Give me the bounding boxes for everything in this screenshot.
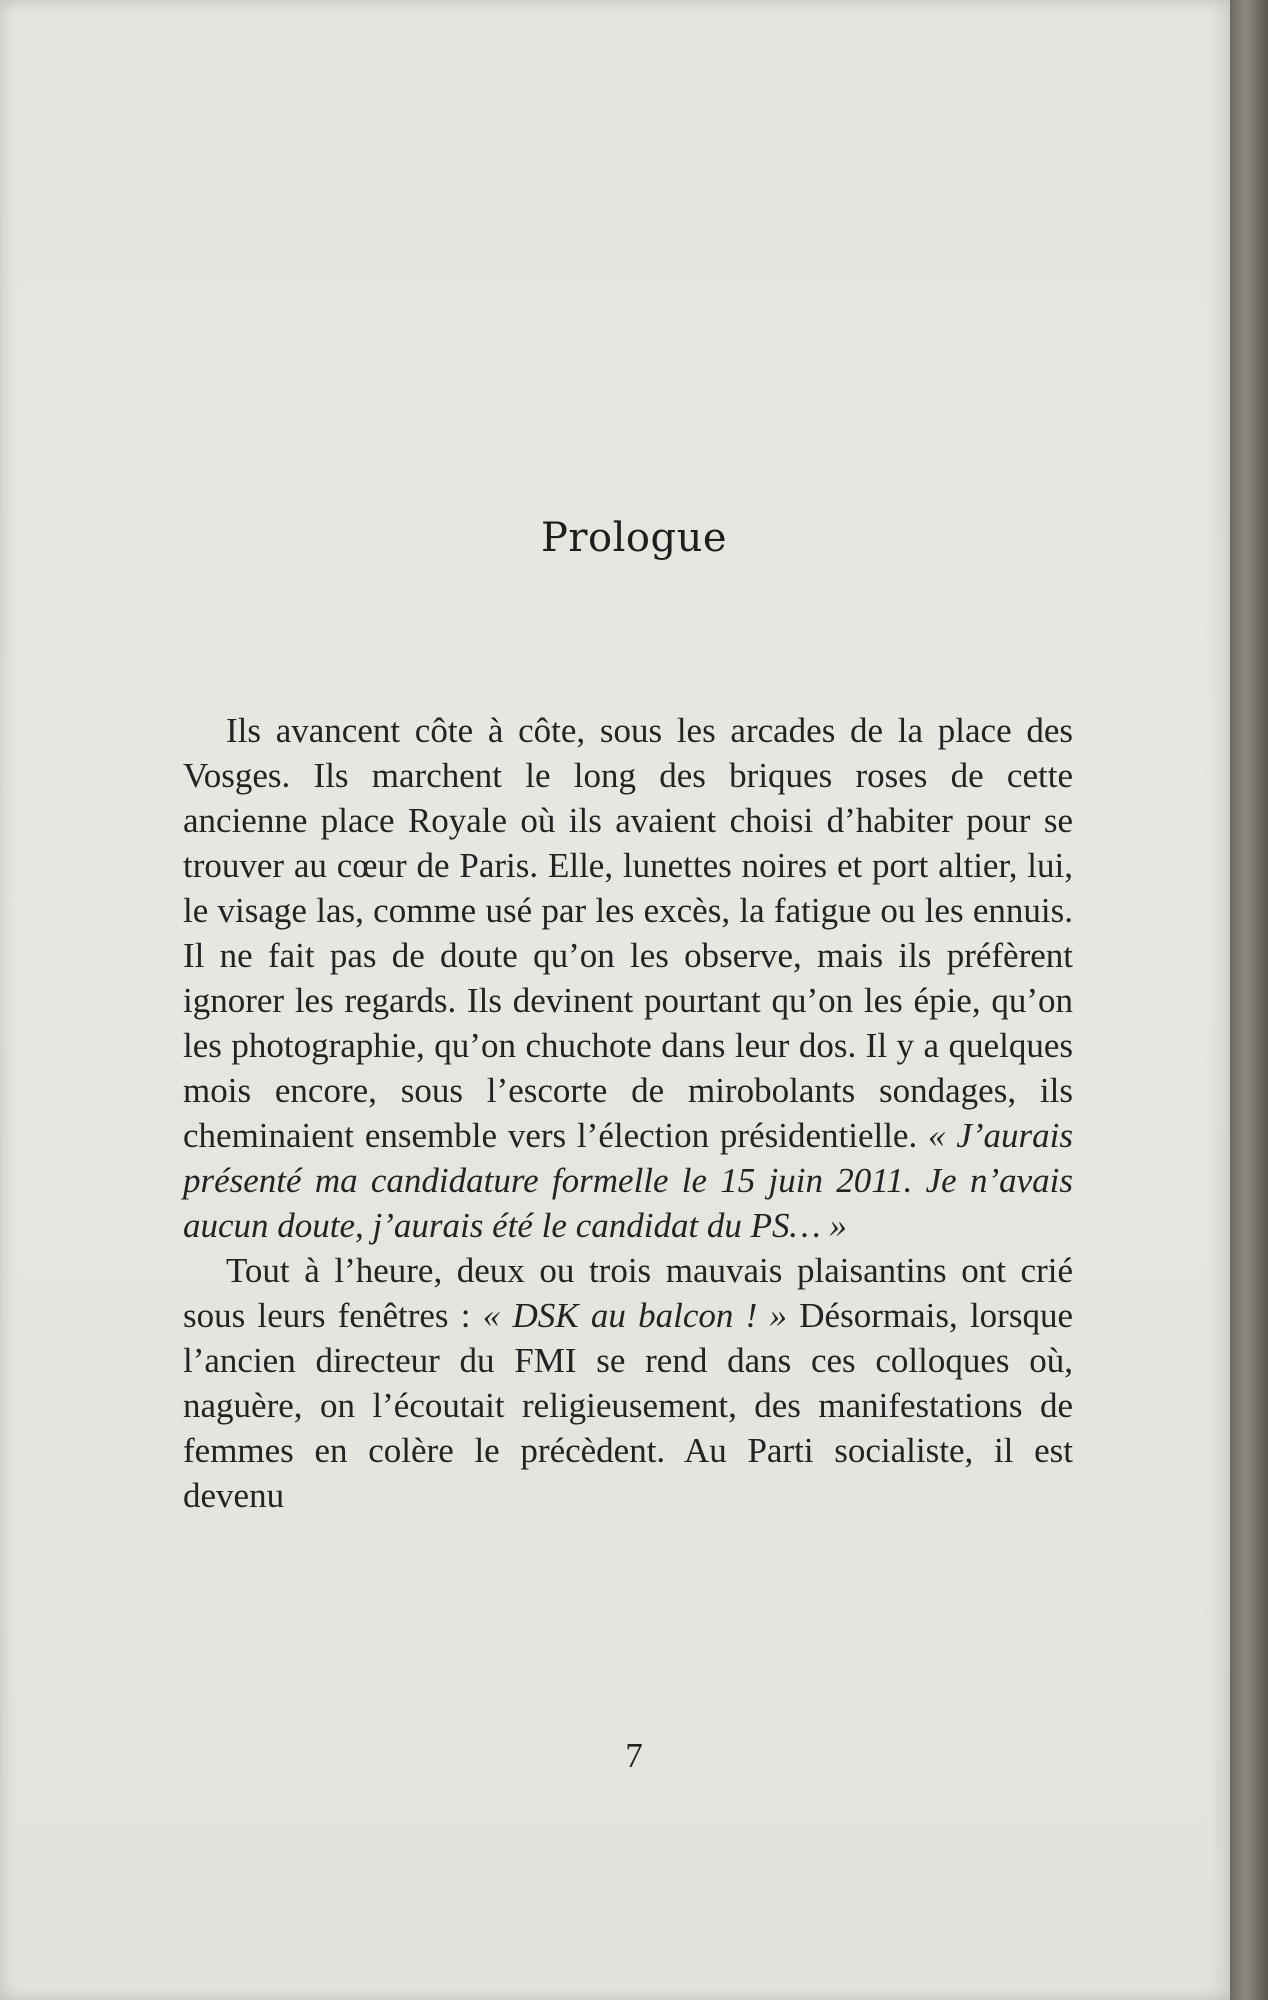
body-text (183, 708, 1073, 1518)
paragraph-2-text-after: Désormais, lorsque l’ancien directeur du FMI se rend dans ces colloques où, naguère, on l’écoutait religieusement, des manifestations de femmes en colère le précèdent. Au Parti socialiste, il est devenu (183, 1296, 1073, 1515)
paragraph-1-quote: « J’aurais présenté ma candidature formelle le 15 juin 2011. Je n’avais aucun doute, j’aurais été le candidat du PS… » (183, 1116, 1073, 1245)
paragraph-2-text-before: Tout à l’heure, deux ou trois mauvais plaisantins ont crié sous leurs fenêtres : (183, 1251, 1073, 1335)
paragraph-1-text: Ils avancent côte à côte, sous les arcades de la place des Vosges. Ils marchent le long des briques roses de cette ancienne place Royale où ils avaient choisi d’habiter pour se trouver au cœur de Paris. Elle, lunettes noires et port altier, lui, le visage las, comme usé par les excès, la fatigue ou les ennuis. Il ne fait pas de doute qu’on les observe, mais ils préfèrent ignorer les regards. Ils devinent pourtant qu’on les épie, qu’on les photographie, qu’on chuchote dans leur dos. Il y a quelques mois encore, sous l’escorte de mirobolants sondages, ils cheminaient ensemble vers l’élection présidentielle. (183, 711, 1073, 1155)
paragraph-2 (183, 1248, 1073, 1518)
page-number: 7 (625, 1736, 643, 1775)
chapter-title: Prologue (540, 515, 728, 561)
paragraph-2-quote: « DSK au balcon ! » (482, 1296, 788, 1335)
page-edge (1230, 0, 1268, 2000)
paragraph-1 (183, 708, 1073, 1248)
